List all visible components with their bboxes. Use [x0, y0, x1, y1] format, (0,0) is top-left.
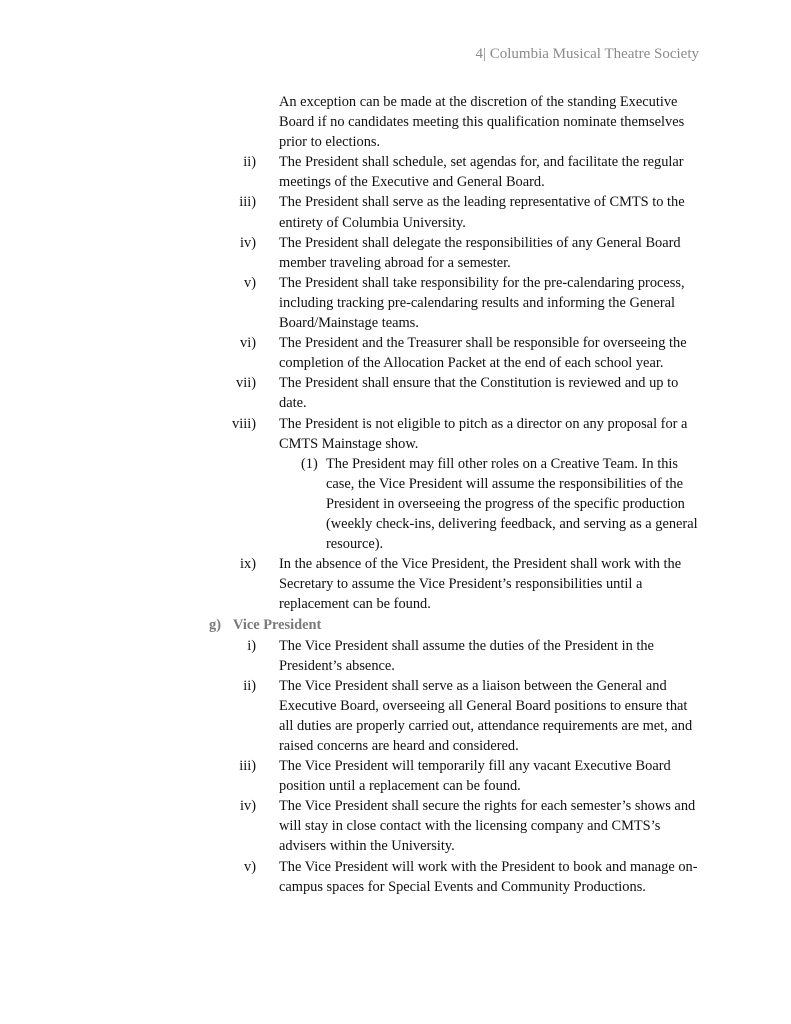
list-item-text: The Vice President shall secure the rights for each semester’s shows and will stay in close contact with the licensing company and CMTS’s advisers within the University. — [279, 798, 696, 855]
list-item-text: The President is not eligible to pitch as a director on any proposal for a CMTS Mainstage show. — [279, 415, 688, 452]
document-body — [0, 92, 791, 897]
list-item-number: v) — [244, 858, 256, 875]
section-heading — [209, 615, 791, 635]
header-separator: | — [482, 46, 486, 62]
list-item — [240, 333, 699, 373]
list-item-number: ii) — [243, 154, 256, 171]
list-item — [236, 373, 699, 413]
list-item — [239, 192, 699, 232]
section-title: Vice President — [233, 617, 322, 634]
sub-list-item — [301, 454, 698, 554]
list-item-number: iv) — [240, 234, 256, 251]
list-item — [240, 796, 699, 856]
list-item-text: The Vice President shall assume the duties of the President in the President’s absence. — [279, 637, 654, 674]
list-item-text: The Vice President will temporarily fill any vacant Executive Board position until a replacement can be found. — [279, 758, 671, 795]
list-item-number: iii) — [239, 194, 256, 211]
list-item-number: vi) — [240, 335, 256, 352]
section-letter: g) — [209, 617, 221, 634]
list-item-text: The Vice President will work with the President to book and manage on-campus spaces for Special Events and Community Productions. — [279, 858, 698, 895]
list-item-text: In the absence of the Vice President, the President shall work with the Secretary to assume the Vice President’s responsibilities until a replacement can be found. — [279, 556, 682, 613]
sub-list-item-text: The President may fill other roles on a Creative Team. In this case, the Vice President will assume the responsibilities of the President in overseeing the progress of the specific production (weekly check-ins, delivering feedback, and serving as a general resource). — [326, 455, 698, 553]
list-item-text: The Vice President shall serve as a liaison between the General and Executive Board, overseeing all General Board positions to ensure that all duties are properly carried out, attendance requirements are met, and raised concerns are heard and considered. — [279, 677, 693, 754]
list-item-number: vii) — [236, 375, 256, 392]
list-item — [243, 152, 699, 192]
list-item — [232, 414, 699, 454]
list-item-number: ix) — [240, 556, 256, 573]
list-item-number: ii) — [243, 677, 256, 694]
list-item — [244, 857, 699, 897]
list-item-text: The President shall serve as the leading representative of CMTS to the entirety of Columbia University. — [279, 194, 685, 231]
list-item-number: viii) — [232, 415, 256, 432]
list-item — [244, 273, 699, 333]
continuation-paragraph — [279, 92, 699, 152]
list-item-text: The President shall ensure that the Constitution is reviewed and up to date. — [279, 375, 679, 412]
list-item — [243, 676, 699, 756]
list-item — [239, 756, 699, 796]
page-number: 4 — [475, 46, 483, 62]
list-item — [247, 636, 699, 676]
list-item-number: iii) — [239, 758, 256, 775]
list-item-text: The President shall take responsibility for the pre-calendaring process, including tracking pre-calendaring results and informing the General Board/Mainstage teams. — [279, 274, 685, 332]
header-title: Columbia Musical Theatre Society — [489, 46, 699, 62]
page-header — [475, 46, 699, 63]
list-item-text: The President shall delegate the responsibilities of any General Board member traveling abroad for a semester. — [279, 234, 681, 271]
list-item-number: v) — [244, 274, 256, 291]
list-item — [240, 554, 699, 614]
sub-list-item-number: (1) — [301, 455, 318, 472]
list-item-text: The President and the Treasurer shall be responsible for overseeing the completion of the Allocation Packet at the end of each school year. — [279, 335, 687, 372]
list-item-text: The President shall schedule, set agendas for, and facilitate the regular meetings of the Executive and General Board. — [279, 154, 684, 191]
list-item — [240, 233, 699, 273]
list-item-number: i) — [247, 637, 256, 654]
list-item-number: iv) — [240, 798, 256, 815]
continuation-text: An exception can be made at the discretion of the standing Executive Board if no candidates meeting this qualification nominate themselves prior to elections. — [279, 94, 685, 151]
